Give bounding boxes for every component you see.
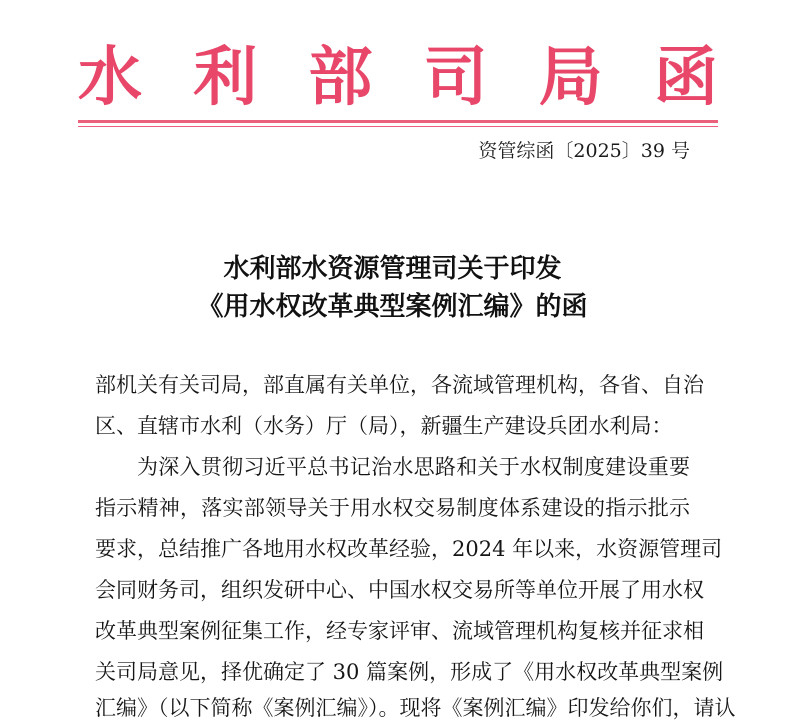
body-line: 为深入贯彻习近平总书记治水思路和关于水权制度建设重要 (137, 455, 690, 479)
letterhead-rule-thin (78, 126, 718, 127)
letterhead (78, 36, 718, 120)
body-line: 区、直辖市水利（水务）厅（局），新疆生产建设兵团水利局： (95, 414, 673, 438)
letterhead-char: 利 (193, 40, 258, 115)
letterhead-char: 函 (653, 40, 718, 115)
letterhead-char: 水 (78, 40, 142, 115)
letterhead-char: 部 (308, 40, 373, 115)
document-title-line-2: 《用水权改革典型案例汇编》的函 (197, 292, 588, 322)
body-line: 汇编》（以下简称《案例汇编》）。现将《案例汇编》印发给你们，请认 (95, 696, 736, 720)
letterhead-char: 司 (423, 40, 488, 115)
body-line: 会同财务司，组织发研中心、中国水权交易所等单位开展了用水权 (95, 578, 704, 602)
body-line: 要求，总结推广各地用水权改革经验，2024 年以来，水资源管理司 (95, 537, 723, 561)
body-line: 指示精神，落实部领导关于用水权交易制度体系建设的指示批示 (95, 496, 690, 520)
letterhead-char: 局 (538, 40, 603, 115)
document-number: 资管综函〔2025〕39 号 (478, 140, 690, 162)
body-line: 关司局意见，择优确定了 30 篇案例，形成了《用水权改革典型案例 (95, 660, 724, 684)
letterhead-rule-thick (78, 120, 718, 123)
document-title-line-1: 水利部水资源管理司关于印发 (223, 254, 562, 284)
body-line: 部机关有关司局，部直属有关单位，各流域管理机构，各省、自治 (95, 373, 704, 397)
body-line: 改革典型案例征集工作，经专家评审、流域管理机构复核并征求相 (95, 619, 704, 643)
